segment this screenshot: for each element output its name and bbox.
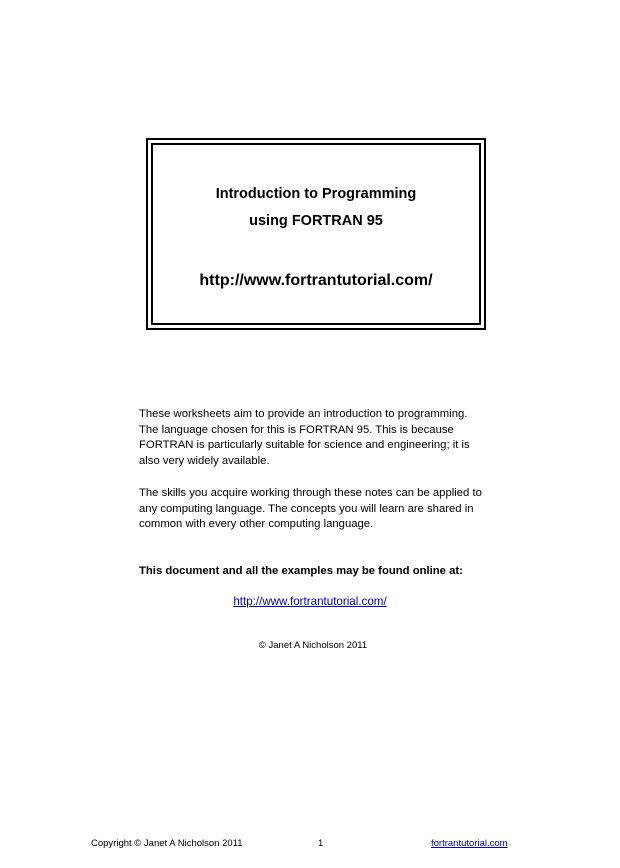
title-box-inner-border xyxy=(151,143,481,325)
intro-paragraph: These worksheets aim to provide an introduction to programming. The language chosen for this is FORTRAN 95. This is because FORTRAN is particularly suitable for science and engineering; it is also very widely available. xyxy=(139,408,470,468)
title-url: http://www.fortrantutorial.com/ xyxy=(199,272,433,289)
skills-paragraph: The skills you acquire working through these notes can be applied to any computing language. The concepts you will learn are shared in common with every other computing language. xyxy=(139,487,482,531)
copyright-notice: © Janet A Nicholson 2011 xyxy=(258,640,368,651)
title-line-1: Introduction to Programming xyxy=(215,186,417,202)
title-box xyxy=(146,138,486,330)
online-label: This document and all the examples may be found online at: xyxy=(139,565,463,577)
footer-copyright: Copyright © Janet A Nicholson 2011 xyxy=(91,838,243,849)
title-line-2: using FORTRAN 95 xyxy=(249,213,383,229)
footer-page-number: 1 xyxy=(318,838,324,849)
footer-site-link[interactable]: fortrantutorial.com xyxy=(431,838,508,849)
online-link[interactable]: http://www.fortrantutorial.com/ xyxy=(233,595,387,608)
